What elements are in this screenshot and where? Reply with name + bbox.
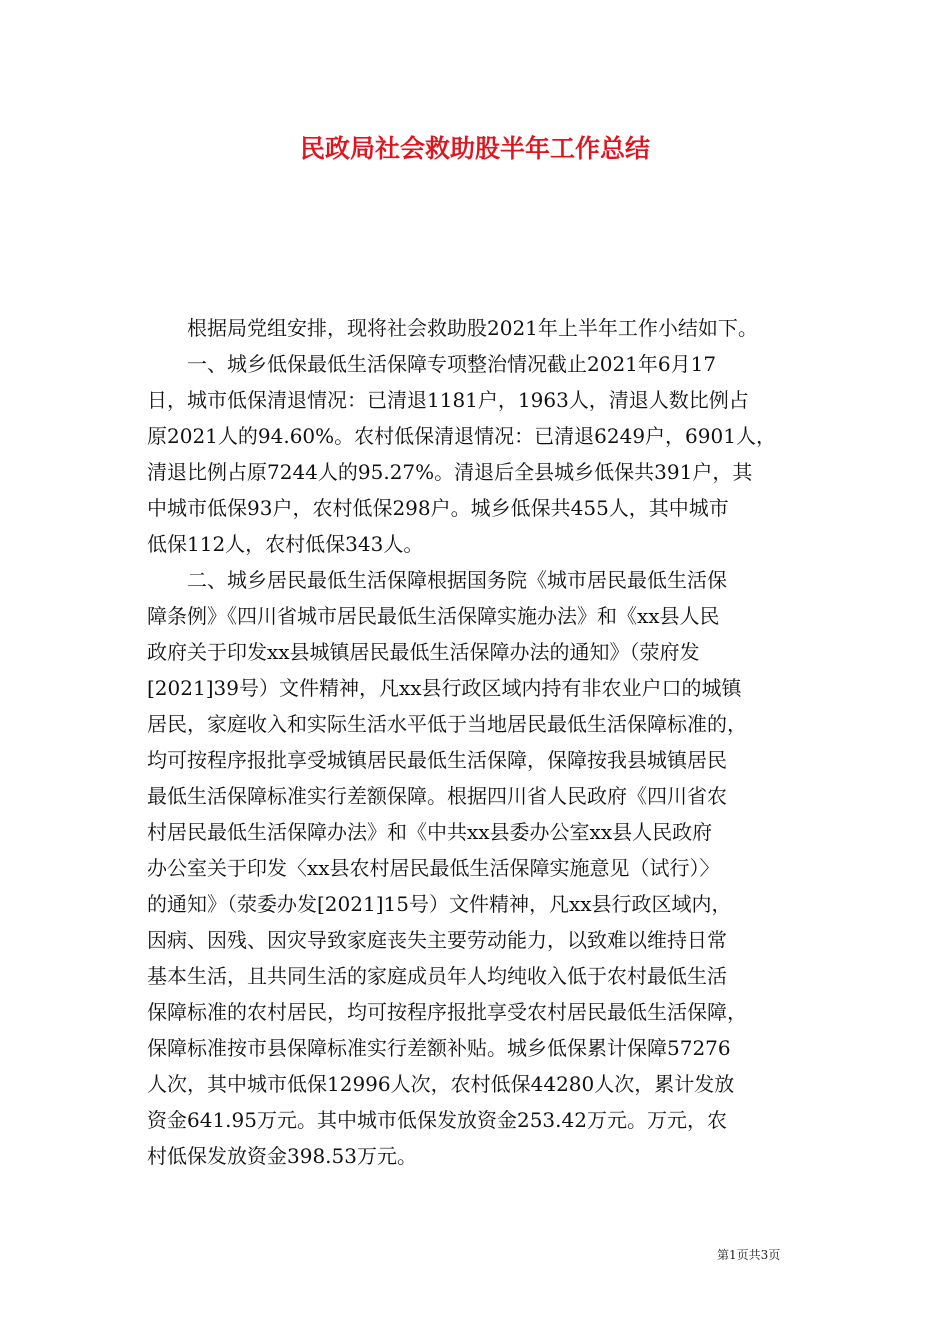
body-line: 根据局党组安排，现将社会救助股2021年上半年工作小结如下。: [147, 316, 758, 340]
body-line: 均可按程序报批享受城镇居民最低生活保障，保障按我县城镇居民: [147, 748, 727, 772]
body-line: 村居民最低生活保障办法》和《中共xx县委办公室xx县人民政府: [147, 820, 713, 844]
body-line: 最低生活保障标准实行差额保障。根据四川省人民政府《四川省农: [147, 784, 727, 808]
body-line: 人次，其中城市低保12996人次，农村低保44280人次，累计发放: [147, 1072, 735, 1096]
body-line: 低保112人，农村低保343人。: [147, 532, 424, 556]
body-line: 政府关于印发xx县城镇居民最低生活保障办法的通知》（荥府发: [147, 640, 700, 664]
body-line: 一、城乡低保最低生活保障专项整治情况截止2021年6月17: [147, 352, 717, 376]
body-line: 保障标准按市县保障标准实行差额补贴。城乡低保累计保障57276: [147, 1036, 731, 1060]
page-number: 第1页共3页: [717, 1248, 781, 1262]
body-line: 清退比例占原7244人的95.27%。清退后全县城乡低保共391户，其: [147, 460, 753, 484]
body-line: 保障标准的农村居民，均可按程序报批享受农村居民最低生活保障，: [147, 1000, 747, 1024]
body-line: 资金641.95万元。其中城市低保发放资金253.42万元。万元，农: [147, 1108, 727, 1132]
body-line: 居民，家庭收入和实际生活水平低于当地居民最低生活保障标准的，: [147, 712, 747, 736]
body-line: 办公室关于印发〈xx县农村居民最低生活保障实施意见（试行）〉: [147, 856, 720, 880]
body-line: 村低保发放资金398.53万元。: [147, 1144, 417, 1168]
body-line: 基本生活，且共同生活的家庭成员年人均纯收入低于农村最低生活: [147, 964, 727, 988]
body-line: [2021]39号）文件精神，凡xx县行政区域内持有非农业户口的城镇: [147, 676, 742, 700]
body-line: 二、城乡居民最低生活保障根据国务院《城市居民最低生活保: [147, 568, 727, 592]
body-line: 原2021人的94.60%。农村低保清退情况：已清退6249户，6901人，: [147, 424, 776, 448]
body-line: 因病、因残、因灾导致家庭丧失主要劳动能力，以致难以维持日常: [147, 928, 727, 952]
body-line: 中城市低保93户，农村低保298户。城乡低保共455人，其中城市: [147, 496, 729, 520]
body-line: 日，城市低保清退情况：已清退1181户，1963人，清退人数比例占: [147, 388, 749, 412]
body-line: 障条例》《四川省城市居民最低生活保障实施办法》和《xx县人民: [147, 604, 720, 628]
document-title: 民政局社会救助股半年工作总结: [299, 134, 650, 163]
body-line: 的通知》（荥委办发[2021]15号）文件精神，凡xx县行政区域内，: [147, 892, 732, 916]
